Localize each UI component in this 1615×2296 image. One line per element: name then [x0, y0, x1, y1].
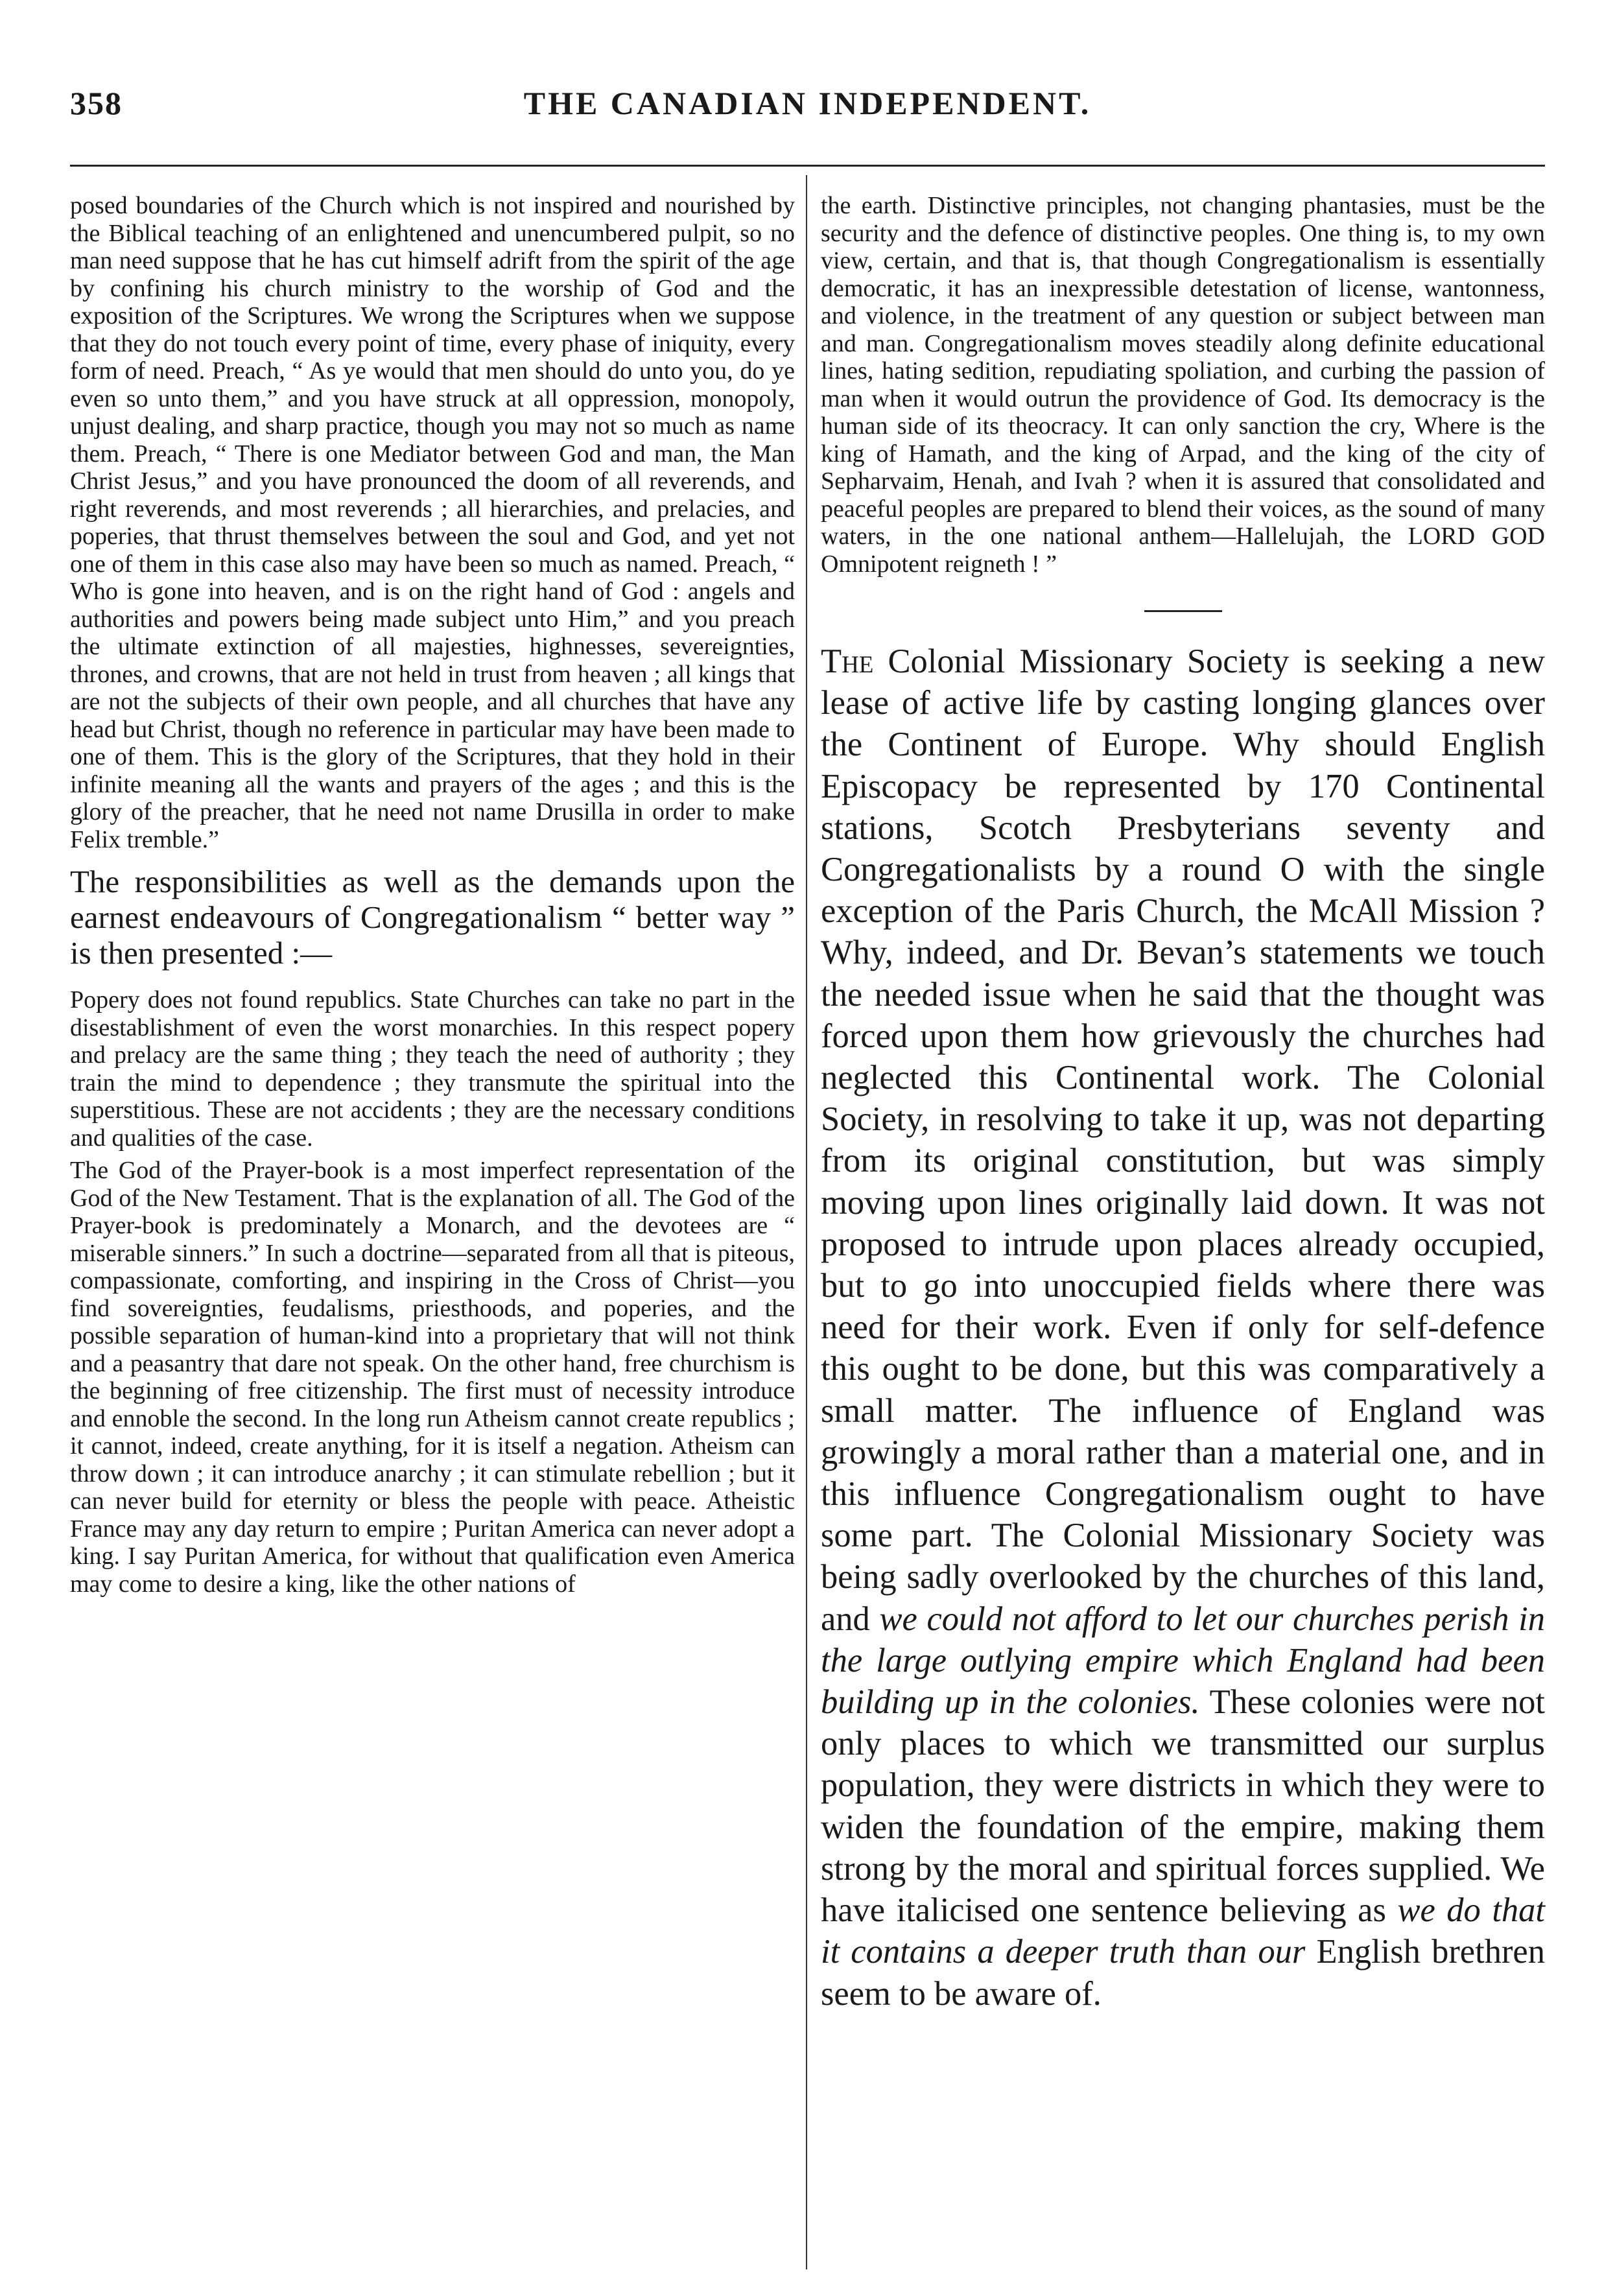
quoted-paragraph-prayer-book: The God of the Prayer-book is a most imperfect representation of the God of the New Testament. That is the explanation of all. The God of the Prayer-book is predominately a Monarch, and the devotees are “ miserable sinners.” In such a doctrine—separated from all that is piteous, compassionate, comforting, and inspiring in the Cross of Christ—you find sovereignties, feudalisms, priesthoods, and poperies, and the possible separation of human-kind into a proprietary that will not think and a peasantry that dare not speak. On the other hand, free churchism is the beginning of free citizenship. The first must of necessity introduce and ennoble the second. In the long run Atheism cannot create republics ; it cannot, indeed, create anything, for it is itself a negation. Atheism can throw down ; it can introduce anarchy ; it can stimulate rebellion ; but it can never build for eternity or bless the people with peace. Atheistic France may any day return to empire ; Puritan America can never adopt a king. I say Puritan America, for without that qualification even America may come to desire a king, like the other nations of: [70, 1157, 795, 1598]
section-divider: [1144, 610, 1222, 612]
lead-in-paragraph: The responsibilities as well as the demands upon the earnest endeavours of Congregationalism “ better way ” is then presented :—: [70, 864, 795, 971]
running-title: THE CANADIAN INDEPENDENT.: [523, 85, 1092, 121]
header-rule: [70, 165, 1545, 167]
article-italic-phrase: we do that it contains a deeper truth than our: [821, 1891, 1545, 1971]
article-colonial-missionary-society: [821, 641, 1545, 2015]
quoted-paragraph-popery: Popery does not found republics. State Churches can take no part in the disestablishment of even the worst monarchies. In this respect popery and prelacy are the same thing ; they teach the need of authority ; they train the mind to dependence ; they transmute the spiritual into the superstitious. These are not accidents ; they are the necessary conditions and qualities of the case.: [70, 986, 795, 1152]
article-text-part-2: These colonies were not only places to which we transmitted our surplus population, they were districts in which they were to widen the foundation of the empire, making them strong by the moral and spiritual forces supplied. We have italicised one sentence believing as: [821, 1683, 1545, 1930]
page-number: 358: [70, 85, 123, 121]
article-text-part-3: English brethren seem to be aware of.: [821, 1933, 1545, 2013]
article-italic-sentence: we could not afford to let our churches perish in the large outlying empire which England had been building up in the colonies.: [821, 1600, 1545, 1722]
right-column: [821, 192, 1545, 2015]
article-text-part-1: Colonial Missionary Society is seeking a new lease of active life by casting longing glances over the Continent of Europe. Why should English Episcopacy be represented by 170 Continental stations, Scotch Presbyterians seventy and Congregationalists by a round O with the single exception of the Paris Church, the McAll Mission ? Why, indeed, and Dr. Bevan’s statements we touch the needed issue when he said that the thought was forced upon them how grievously the churches had neglected this Continental work. The Colonial Society, in resolving to take it up, was not departing from its original constitution, but was simply moving upon lines originally laid down. It was not proposed to intrude upon places already occupied, but to go into unoccupied fields where there was need for their work. Even if only for self-defence this ought to be done, but this was comparatively a small matter. The influence of England was growingly a moral rather than a material one, and in this influence Congregationalism ought to have some part. The Colonial Missionary Society was being sadly overlooked by the churches of this land, and: [821, 643, 1545, 1638]
article-first-word: The: [821, 643, 874, 680]
page: [70, 78, 1545, 2269]
quoted-passage-end: the earth. Distinctive principles, not changing phantasies, must be the security and the defence of distinctive peoples. One thing is, to my own view, certain, and that is, that though Congregationalism is essentially democratic, it has an inexpressible detestation of license, wantonness, and violence, in the treatment of any question or subject between man and man. Congregationalism moves steadily along definite educational lines, hating sedition, repudiating spoliation, and curbing the passion of man when it would outrun the providence of God. Its democracy is the human side of its theocracy. It can only sanction the cry, Where is the king of Hamath, and the king of Arpad, and the king of the city of Sepharvaim, Henah, and Ivah ? when it is assured that consolidated and peaceful peoples are prepared to blend their voices, as the sound of many waters, in the one national anthem—Hallelujah, the LORD GOD Omnipotent reigneth ! ”: [821, 192, 1545, 578]
quoted-passage-continued: posed boundaries of the Church which is not inspired and nourished by the Biblical teaching of an enlightened and unencumbered pulpit, so no man need suppose that he has cut himself adrift from the spirit of the age by confining his church ministry to the worship of God and the exposition of the Scriptures. We wrong the Scriptures when we suppose that they do not touch every point of time, every phase of iniquity, every form of need. Preach, “ As ye would that men should do unto you, do ye even so unto them,” and you have struck at all oppression, monopoly, unjust dealing, and sharp practice, though you may not so much as name them. Preach, “ There is one Mediator between God and man, the Man Christ Jesus,” and you have pronounced the doom of all reverends, and right reverends, and most reverends ; all hierarchies, and prelacies, and poperies, that thrust themselves between the soul and God, and yet not one of them in this case also may have been so much as named. Preach, “ Who is gone into heaven, and is on the right hand of God : angels and authorities and powers being made subject unto Him,” and you preach the ultimate extinction of all majesties, highnesses, severeignties, thrones, and crowns, that are not held in trust from heaven ; all kings that are not the subjects of their own people, and all churches that have any head but Christ, though no reference in particular may have been made to one of them. This is the glory of the Scriptures, that they hold in their infinite meaning all the wants and prayers of the ages ; and this is the glory of the preacher, that he need not name Drusilla in order to make Felix tremble.”: [70, 192, 795, 853]
column-divider: [806, 175, 807, 2269]
page-header: [70, 78, 1545, 130]
left-column: [70, 192, 795, 1598]
